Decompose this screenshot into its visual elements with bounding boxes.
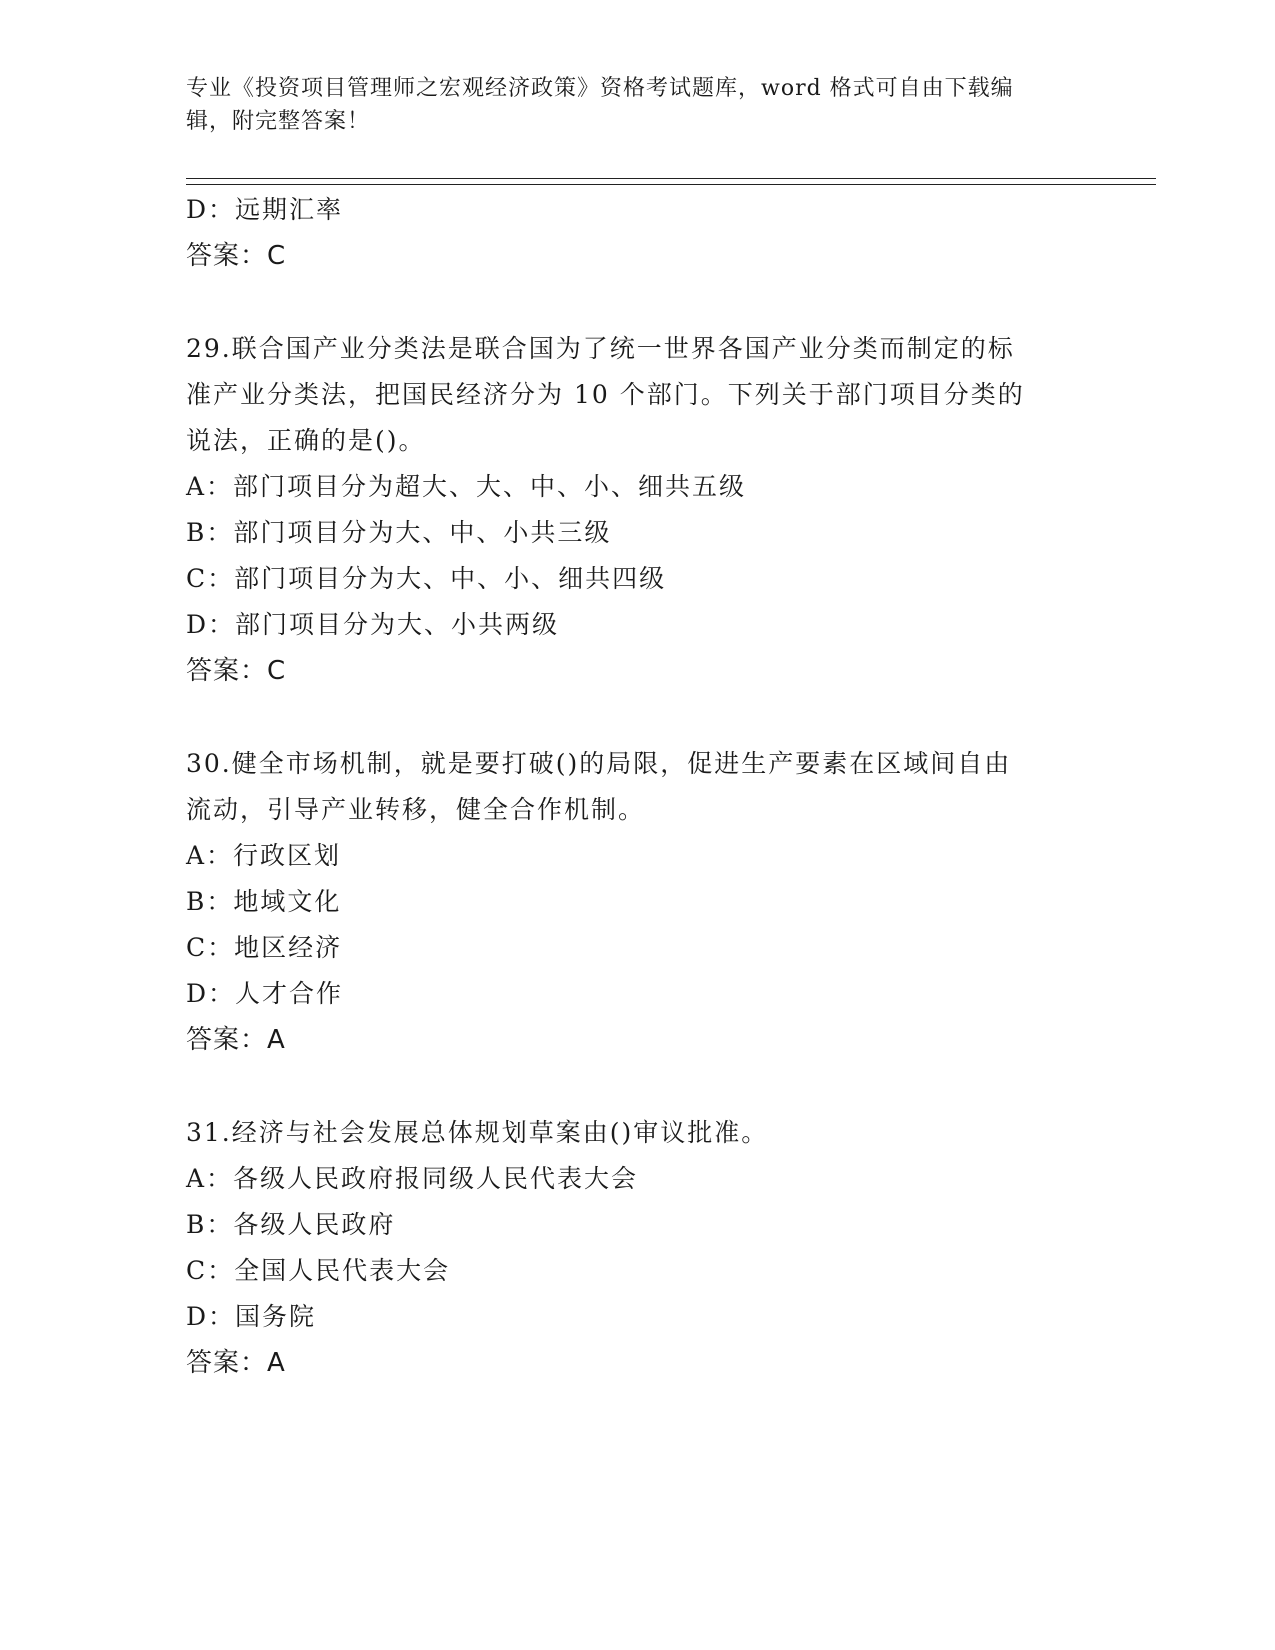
- option-b: B：各级人民政府: [186, 1210, 396, 1239]
- header-divider-top: [186, 178, 1156, 179]
- question-stem-line: 说法，正确的是()。: [186, 426, 426, 455]
- header-divider-bottom: [186, 184, 1156, 185]
- header-line-2: 辑，附完整答案！: [186, 109, 371, 134]
- question-stem-line: 29.联合国产业分类法是联合国为了统一世界各国产业分类而制定的标: [186, 334, 1015, 363]
- answer-line: 答案：C: [186, 656, 287, 686]
- question-29: [186, 326, 1086, 694]
- option-d: D：人才合作: [186, 979, 344, 1008]
- option-c: C：地区经济: [186, 933, 343, 962]
- option-d: D：部门项目分为大、小共两级: [186, 610, 560, 639]
- question-31: [186, 1110, 1086, 1386]
- previous-question-tail: [186, 187, 1086, 279]
- question-list: [186, 187, 1086, 1386]
- option-c: C：全国人民代表大会: [186, 1256, 451, 1285]
- question-stem-line: 30.健全市场机制，就是要打破()的局限，促进生产要素在区域间自由: [186, 749, 1012, 778]
- answer-line: 答案：A: [186, 1025, 286, 1055]
- option-c: C：部门项目分为大、中、小、细共四级: [186, 564, 667, 593]
- option-a: A：部门项目分为超大、大、中、小、细共五级: [186, 472, 747, 501]
- question-stem-line: 31.经济与社会发展总体规划草案由()审议批准。: [186, 1118, 769, 1147]
- spacer: [186, 279, 1086, 326]
- question-stem-line: 准产业分类法，把国民经济分为 10 个部门。下列关于部门项目分类的: [186, 380, 1025, 409]
- answer-line: 答案：C: [186, 241, 287, 271]
- question-30: [186, 741, 1086, 1063]
- spacer: [186, 1063, 1086, 1110]
- spacer: [186, 694, 1086, 741]
- option-b: B：地域文化: [186, 887, 342, 916]
- document-header: [186, 72, 1066, 138]
- option-b: B：部门项目分为大、中、小共三级: [186, 518, 612, 547]
- question-stem-line: 流动，引导产业转移，健全合作机制。: [186, 795, 646, 824]
- header-line-1: 专业《投资项目管理师之宏观经济政策》资格考试题库，word 格式可自由下载编: [186, 76, 1014, 101]
- option-a: A：各级人民政府报同级人民代表大会: [186, 1164, 639, 1193]
- answer-line: 答案：A: [186, 1348, 286, 1378]
- option-d: D：国务院: [186, 1302, 317, 1331]
- option-d: D：远期汇率: [186, 195, 344, 224]
- option-a: A：行政区划: [186, 841, 342, 870]
